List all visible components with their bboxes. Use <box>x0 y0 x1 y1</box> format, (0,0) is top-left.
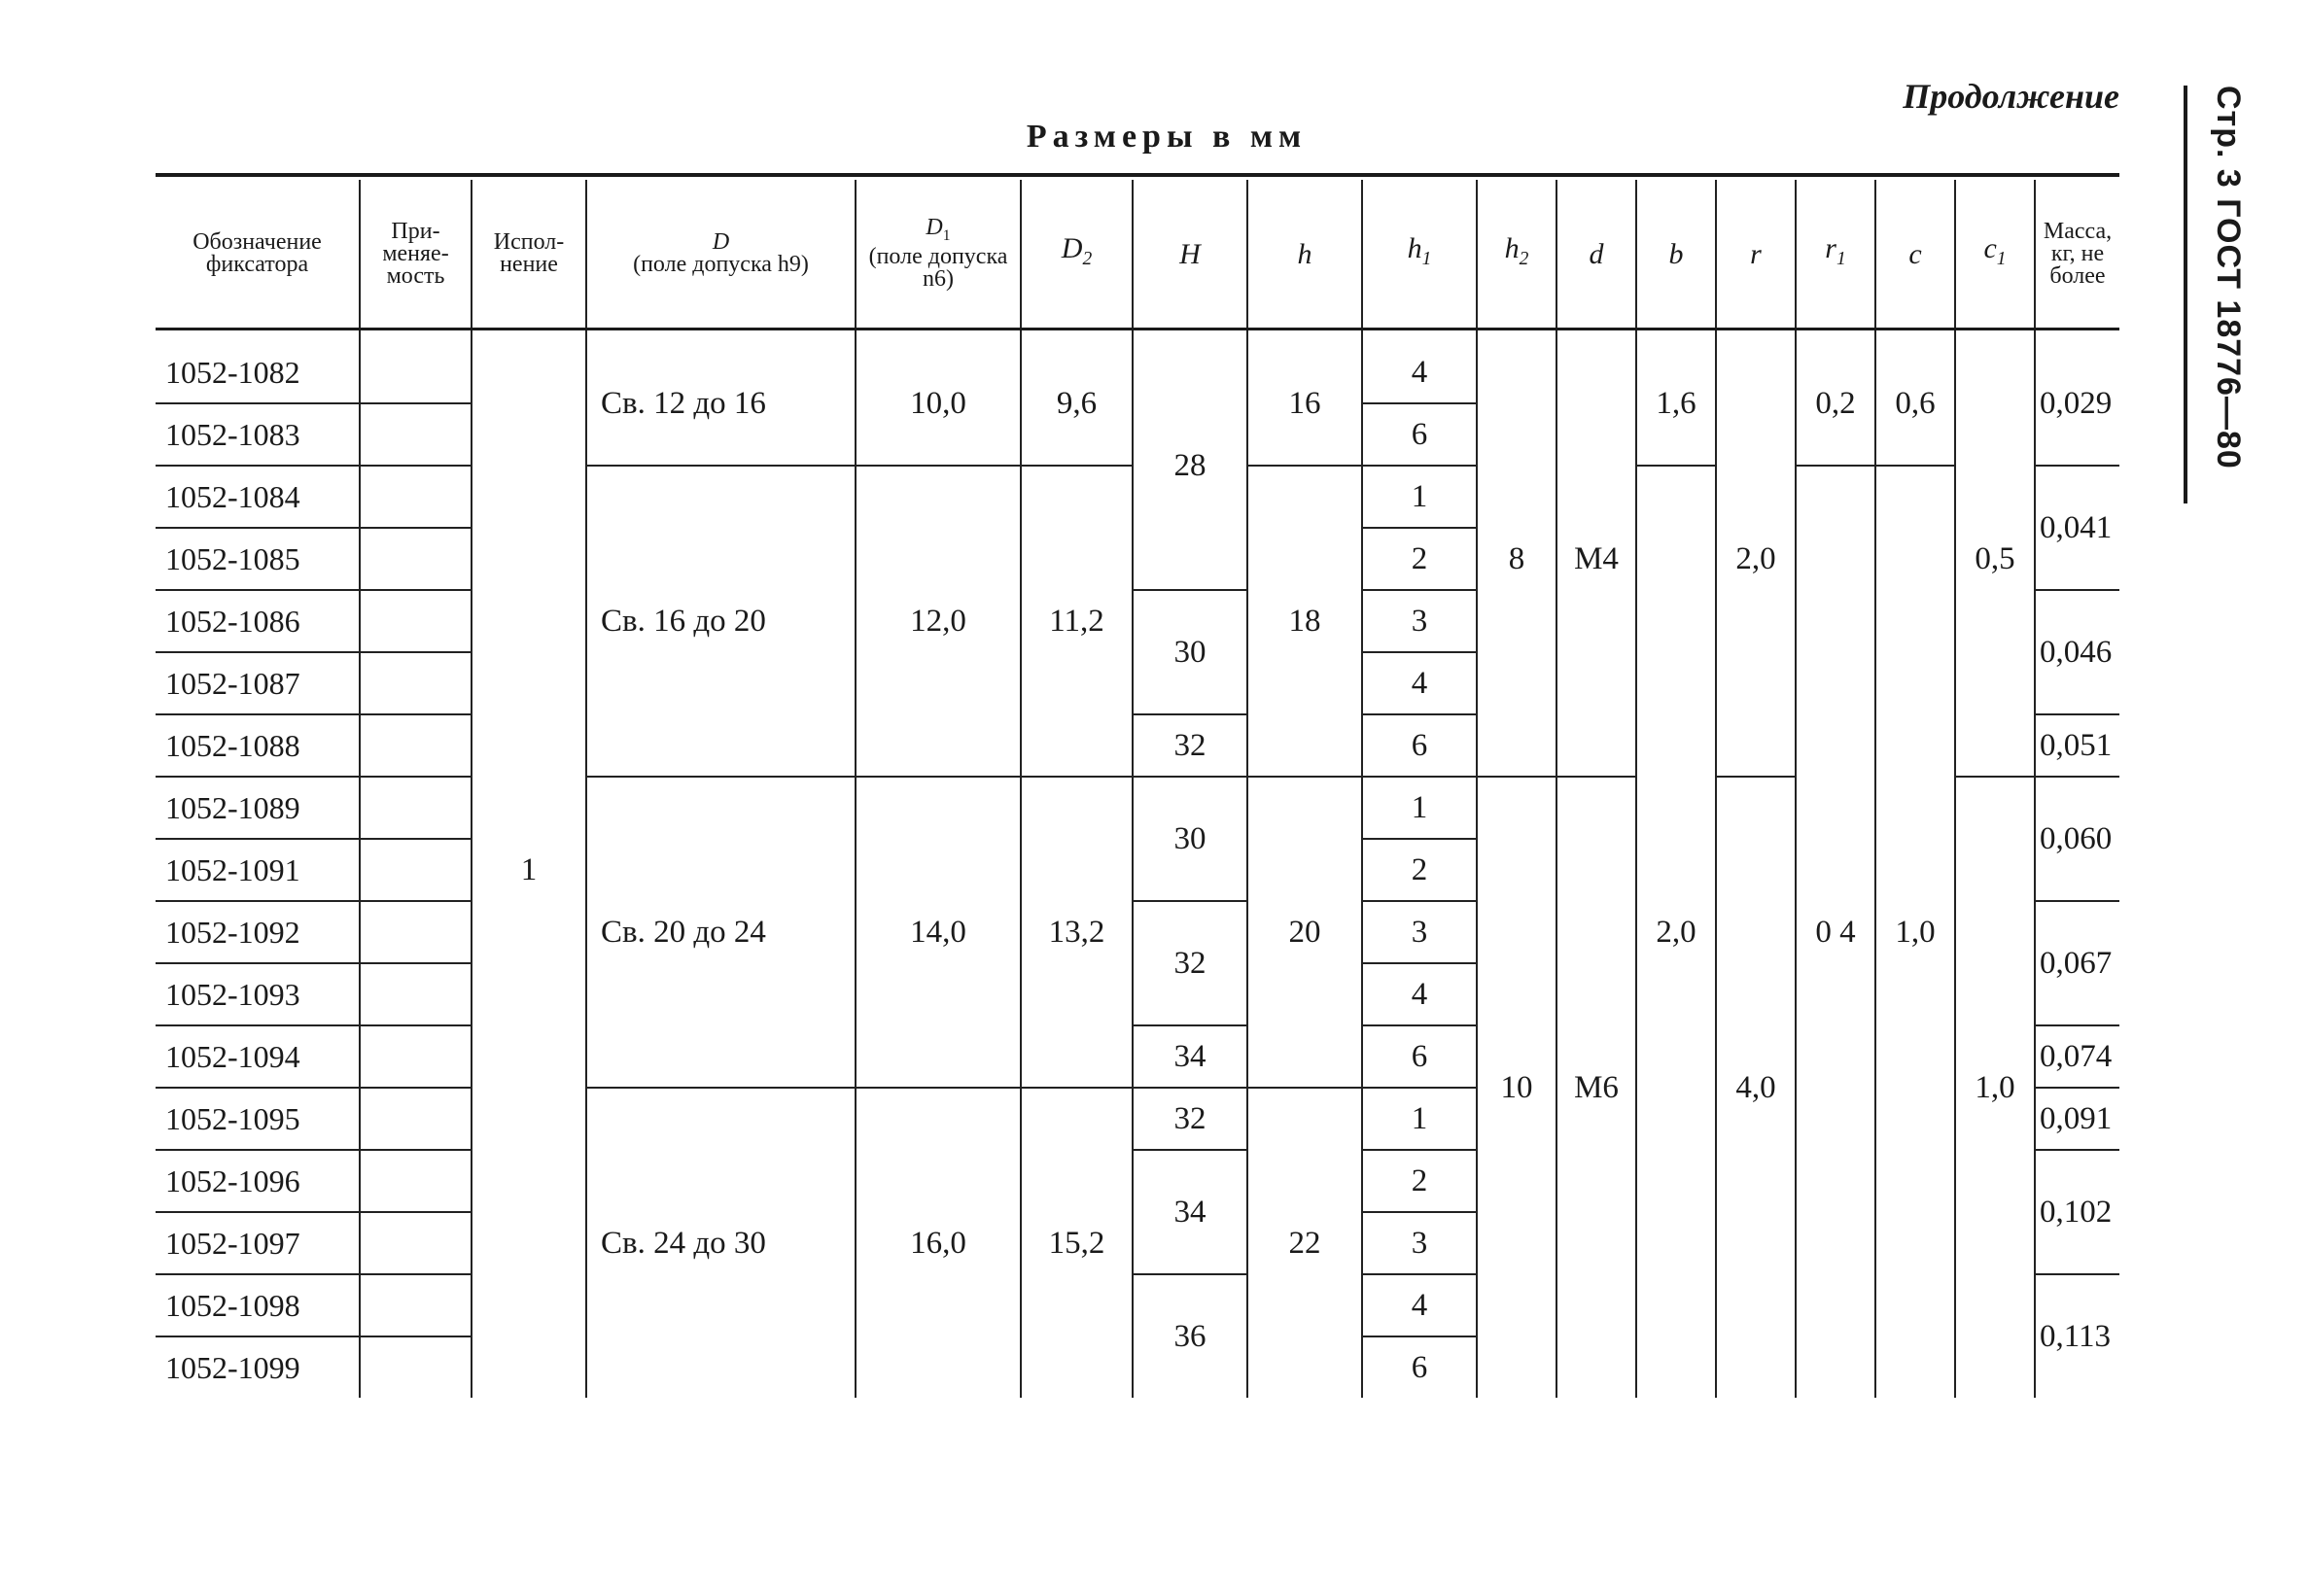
applicability-cell <box>360 342 472 403</box>
r1-cell: 0,2 <box>1796 342 1875 466</box>
r-cell: 2,0 <box>1716 342 1796 777</box>
table-title: Размеры в мм <box>1026 119 1308 155</box>
mass-cell: 0,102 <box>2035 1150 2119 1274</box>
header-r1-symbol: r <box>1825 232 1836 264</box>
dimensions-table <box>156 180 2119 1398</box>
H-cell: 34 <box>1133 1025 1247 1088</box>
continuation-label: Продолжение <box>1903 77 2119 116</box>
header-row <box>156 180 2119 330</box>
r1-cell: 0 4 <box>1796 466 1875 1398</box>
D-cell: Св. 20 до 24 <box>586 777 856 1088</box>
D-cell: Св. 16 до 20 <box>586 466 856 777</box>
mass-cell: 0,067 <box>2035 901 2119 1025</box>
designation-cell: 1052-1091 <box>156 839 360 901</box>
D1-cell: 16,0 <box>856 1088 1021 1398</box>
h1-cell: 1 <box>1362 466 1477 528</box>
mass-cell: 0,060 <box>2035 777 2119 901</box>
applicability-cell <box>360 777 472 839</box>
designation-cell: 1052-1084 <box>156 466 360 528</box>
h1-cell: 6 <box>1362 403 1477 466</box>
H-cell: 32 <box>1133 901 1247 1025</box>
designation-cell: 1052-1085 <box>156 528 360 590</box>
header-h1 <box>1362 180 1477 330</box>
applicability-cell <box>360 1088 472 1150</box>
c1-cell: 1,0 <box>1955 777 2035 1398</box>
table-row <box>156 342 2119 403</box>
applicability-cell <box>360 1274 472 1336</box>
H-cell: 32 <box>1133 1088 1247 1150</box>
mass-cell: 0,046 <box>2035 590 2119 714</box>
h-cell: 20 <box>1247 777 1362 1088</box>
side-rule <box>2184 86 2187 503</box>
h-cell: 22 <box>1247 1088 1362 1398</box>
applicability-cell <box>360 901 472 963</box>
h1-cell: 4 <box>1362 1274 1477 1336</box>
applicability-cell <box>360 963 472 1025</box>
h-cell: 16 <box>1247 342 1362 466</box>
applicability-cell <box>360 1336 472 1398</box>
header-h1-symbol: h <box>1407 232 1422 264</box>
header-c1 <box>1955 180 2035 330</box>
b-cell: 2,0 <box>1636 466 1716 1398</box>
header-D2-symbol: D <box>1061 232 1083 264</box>
applicability-cell <box>360 1025 472 1088</box>
designation-cell: 1052-1086 <box>156 590 360 652</box>
header-D-note: (поле допуска h9) <box>633 252 809 277</box>
designation-cell: 1052-1096 <box>156 1150 360 1212</box>
applicability-cell <box>360 1212 472 1274</box>
header-h1-sub: 1 <box>1421 249 1432 269</box>
header-c1-symbol: c <box>1983 232 1997 264</box>
header-applicability: При-меняе-мость <box>360 180 472 330</box>
version-cell: 1 <box>472 342 586 1398</box>
h1-cell: 3 <box>1362 1212 1477 1274</box>
h1-cell: 4 <box>1362 652 1477 714</box>
designation-cell: 1052-1082 <box>156 342 360 403</box>
applicability-cell <box>360 714 472 777</box>
designation-cell: 1052-1083 <box>156 403 360 466</box>
H-cell: 36 <box>1133 1274 1247 1398</box>
c1-cell: 0,5 <box>1955 342 2035 777</box>
h1-cell: 4 <box>1362 342 1477 403</box>
applicability-cell <box>360 1150 472 1212</box>
D-cell: Св. 24 до 30 <box>586 1088 856 1398</box>
H-cell: 28 <box>1133 342 1247 590</box>
H-cell: 30 <box>1133 590 1247 714</box>
h1-cell: 4 <box>1362 963 1477 1025</box>
h1-cell: 3 <box>1362 590 1477 652</box>
header-H: H <box>1133 180 1247 330</box>
r-cell: 4,0 <box>1716 777 1796 1398</box>
header-r: r <box>1716 180 1796 330</box>
header-D1-sub: 1 <box>942 226 951 244</box>
h1-cell: 6 <box>1362 1336 1477 1398</box>
h1-cell: 2 <box>1362 839 1477 901</box>
applicability-cell <box>360 839 472 901</box>
designation-cell: 1052-1092 <box>156 901 360 963</box>
header-h: h <box>1247 180 1362 330</box>
header-D-symbol: D <box>712 229 730 255</box>
header-h2 <box>1477 180 1556 330</box>
header-D2 <box>1021 180 1133 330</box>
header-D <box>586 180 856 330</box>
mass-cell: 0,029 <box>2035 342 2119 466</box>
header-h2-sub: 2 <box>1519 249 1529 269</box>
c-cell: 1,0 <box>1875 466 1955 1398</box>
header-h2-symbol: h <box>1504 232 1520 264</box>
applicability-cell <box>360 652 472 714</box>
mass-cell: 0,051 <box>2035 714 2119 777</box>
designation-cell: 1052-1088 <box>156 714 360 777</box>
d-cell: М6 <box>1556 777 1636 1398</box>
header-D1 <box>856 180 1021 330</box>
header-version: Испол-нение <box>472 180 586 330</box>
header-designation: Обозначение фиксатора <box>156 180 360 330</box>
designation-cell: 1052-1097 <box>156 1212 360 1274</box>
h1-cell: 3 <box>1362 901 1477 963</box>
designation-cell: 1052-1087 <box>156 652 360 714</box>
d-cell: М4 <box>1556 342 1636 777</box>
header-c1-sub: 1 <box>1996 249 2007 269</box>
D1-cell: 10,0 <box>856 342 1021 466</box>
header-b: b <box>1636 180 1716 330</box>
H-cell: 34 <box>1133 1150 1247 1274</box>
mass-cell: 0,074 <box>2035 1025 2119 1088</box>
h1-cell: 2 <box>1362 528 1477 590</box>
designation-cell: 1052-1099 <box>165 1349 300 1385</box>
designation-cell: 1052-1098 <box>156 1274 360 1336</box>
D1-cell: 12,0 <box>856 466 1021 777</box>
applicability-cell <box>360 403 472 466</box>
h-cell: 18 <box>1247 466 1362 777</box>
D2-cell: 11,2 <box>1021 466 1133 777</box>
mass-cell: 0,113 <box>2035 1274 2119 1398</box>
header-r1-sub: 1 <box>1836 249 1846 269</box>
H-cell: 30 <box>1133 777 1247 901</box>
applicability-cell <box>360 590 472 652</box>
header-r1 <box>1796 180 1875 330</box>
applicability-cell <box>360 466 472 528</box>
h1-cell: 1 <box>1362 1088 1477 1150</box>
D2-cell: 15,2 <box>1021 1088 1133 1398</box>
h2-cell: 8 <box>1477 342 1556 777</box>
h1-cell: 6 <box>1362 714 1477 777</box>
header-mass: Масса, кг, не более <box>2035 180 2119 330</box>
D1-cell: 14,0 <box>856 777 1021 1088</box>
applicability-cell <box>360 528 472 590</box>
h2-cell: 10 <box>1477 777 1556 1398</box>
D2-cell: 9,6 <box>1021 342 1133 466</box>
c-cell: 0,6 <box>1875 342 1955 466</box>
page-side-label: Стр. 3 ГОСТ 18776—80 <box>2210 86 2247 469</box>
designation-cell: 1052-1093 <box>156 963 360 1025</box>
b-cell: 1,6 <box>1636 342 1716 466</box>
header-D2-sub: 2 <box>1082 249 1093 269</box>
designation-cell: 1052-1089 <box>156 777 360 839</box>
header-d: d <box>1556 180 1636 330</box>
h1-cell: 2 <box>1362 1150 1477 1212</box>
header-D1-symbol: D <box>926 214 943 240</box>
h1-cell: 1 <box>1362 777 1477 839</box>
D-cell: Св. 12 до 16 <box>586 342 856 466</box>
header-gap-row <box>156 330 2119 343</box>
top-rule <box>156 173 2119 177</box>
h1-cell: 6 <box>1362 1025 1477 1088</box>
H-cell: 32 <box>1133 714 1247 777</box>
designation-cell: 1052-1095 <box>156 1088 360 1150</box>
D2-cell: 13,2 <box>1021 777 1133 1088</box>
mass-cell: 0,041 <box>2035 466 2119 590</box>
header-D1-note: (поле допуска n6) <box>868 244 1008 293</box>
designation-cell: 1052-1094 <box>156 1025 360 1088</box>
mass-cell: 0,091 <box>2035 1088 2119 1150</box>
header-c: c <box>1875 180 1955 330</box>
